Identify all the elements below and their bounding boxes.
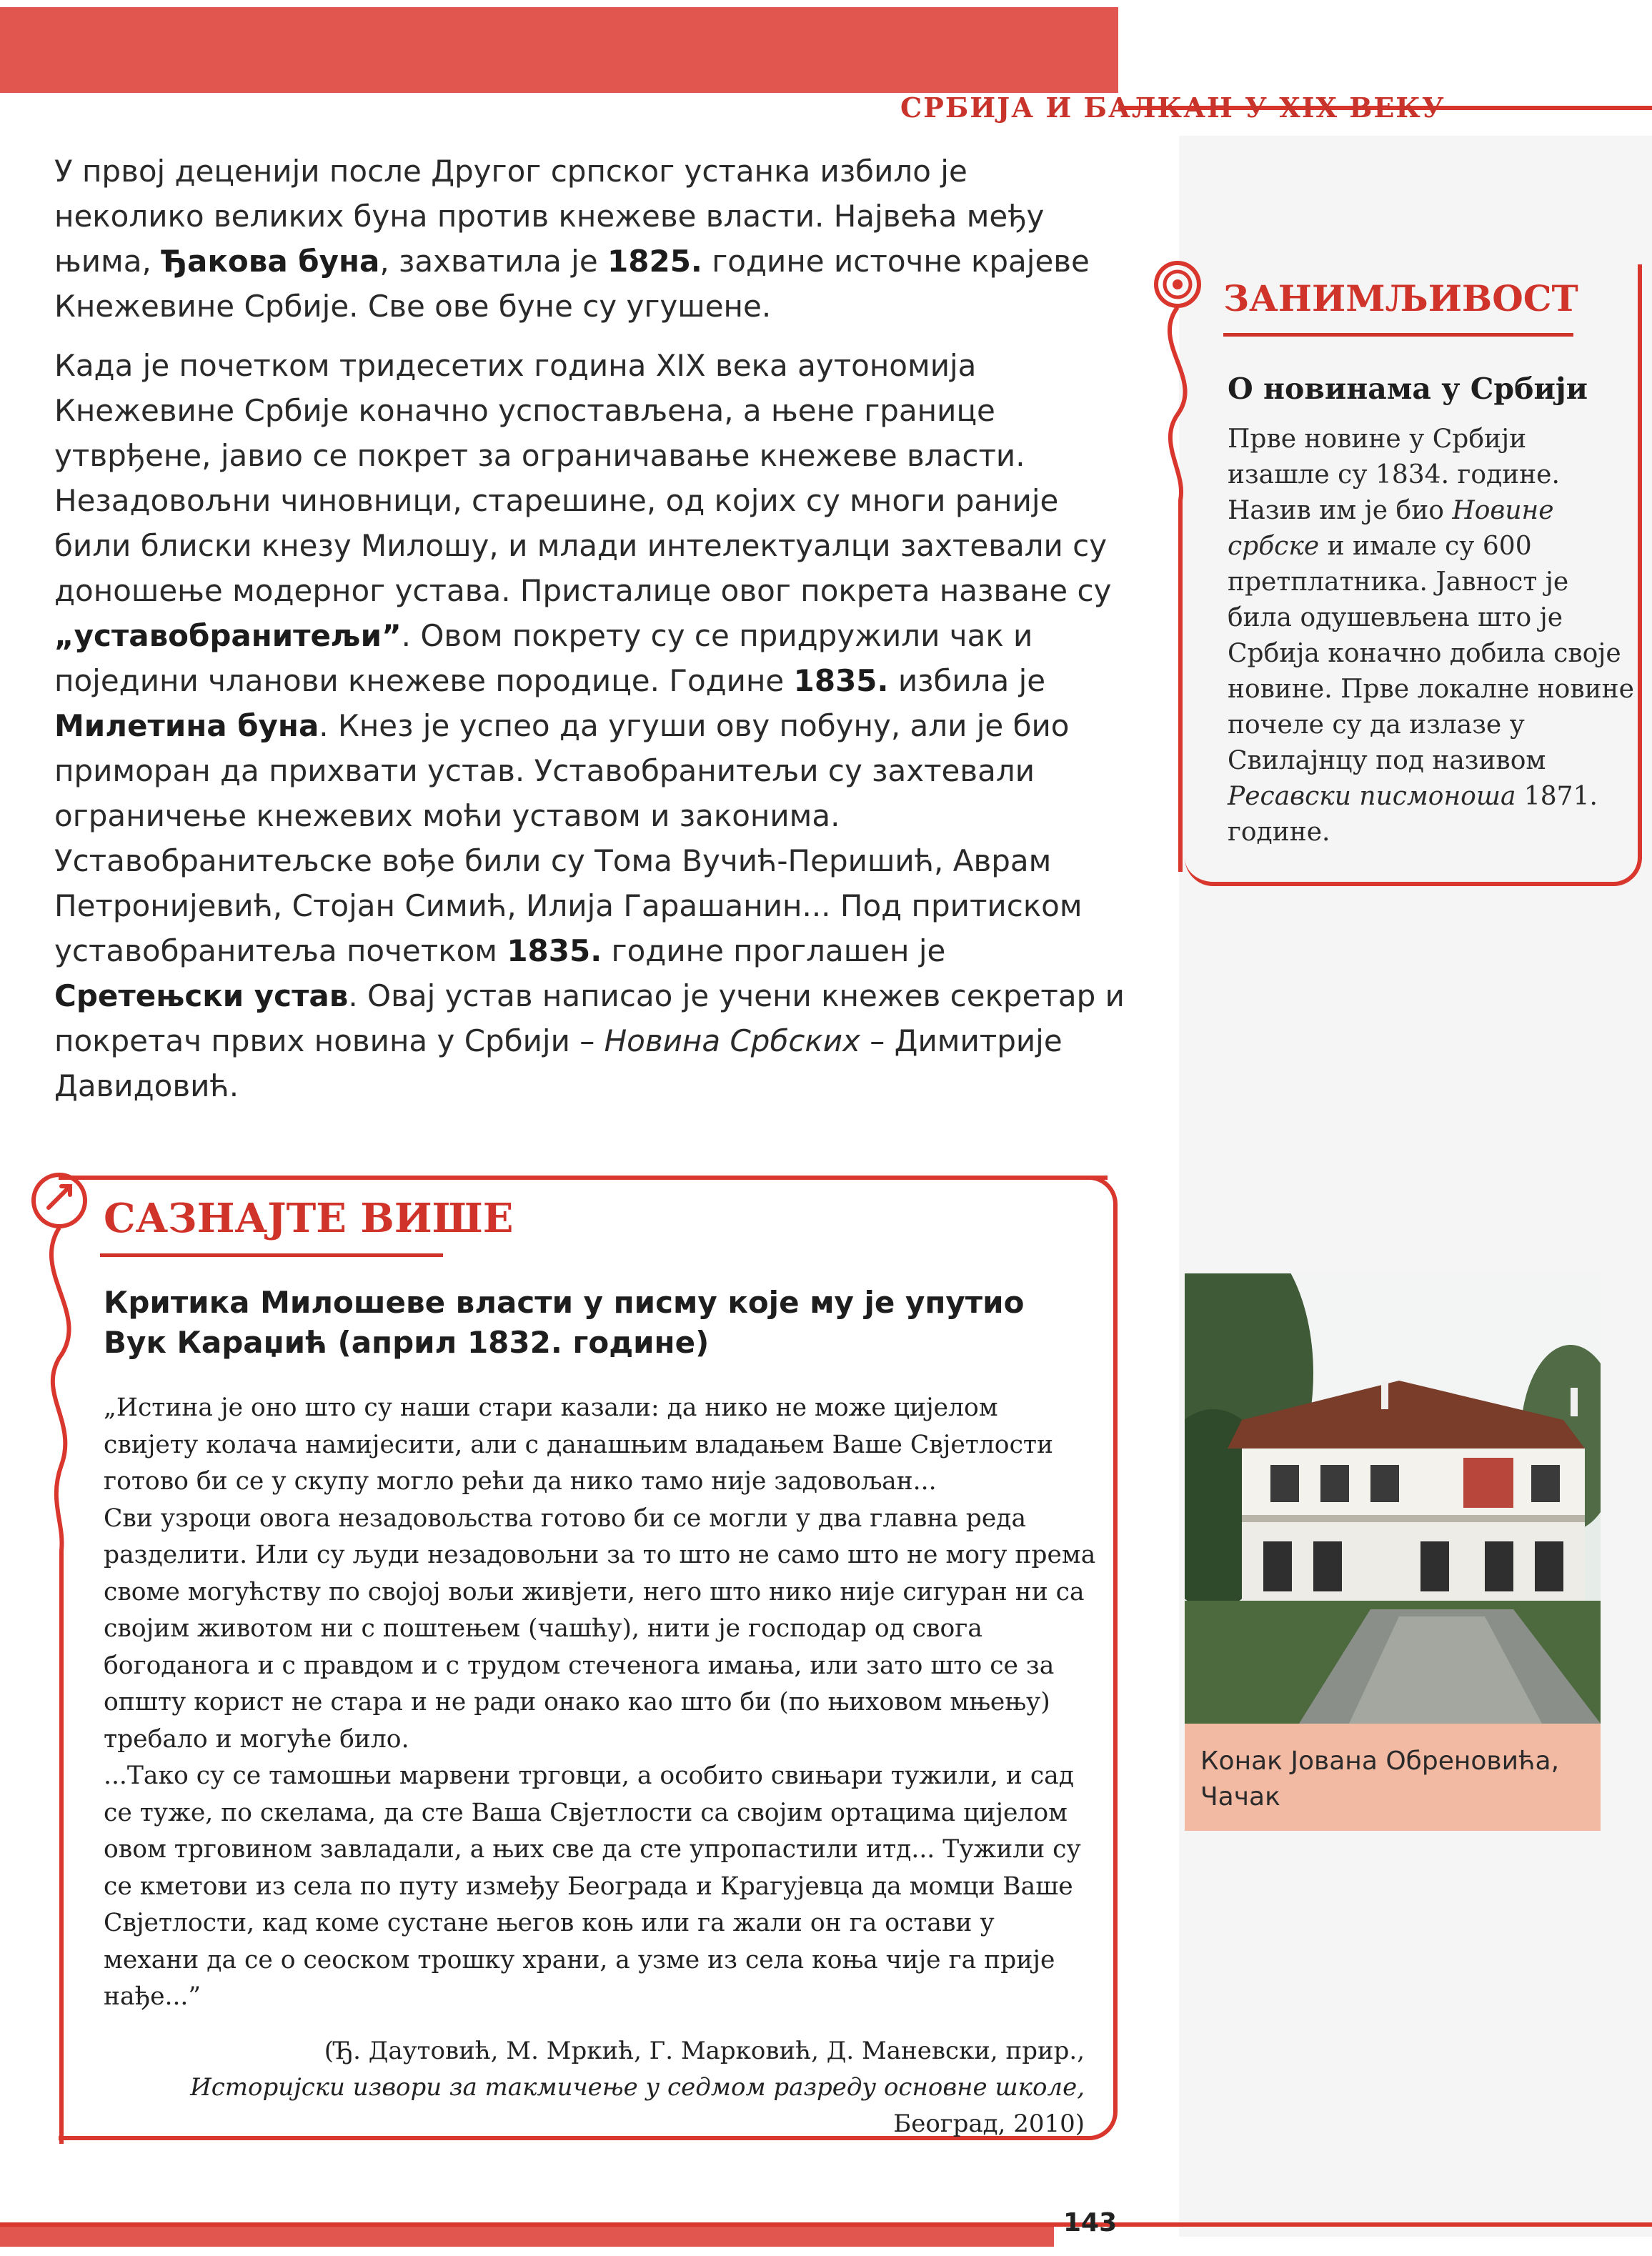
- running-head: СРБИЈА И БАЛКАН У XIX ВЕКУ: [900, 91, 1446, 124]
- fun-fact-heading-group: [1223, 277, 1623, 342]
- page-number: 143: [1063, 2208, 1118, 2237]
- term-ustavobranitelji: „уставобранитељи”: [54, 618, 402, 653]
- fun-fact-text: Прве новине у Србији изашле су 1834. године. Назив им је био Новине србске и имале су 600 претплатника. Јавност је била одушевљена што је Србија коначно добила своје новине. Прве локалне новине почеле су да излазе у Свилајнцу под називом Ресавски писмоноша 1871. године.: [1228, 424, 1634, 847]
- quote-paragraph-1: „Истина је оно што су наши стари казали: да нико не може цијелом свијету колача намијесити, али с данашњим владањем Ваше Свјетлости готово би се у скупу могло рећи да нико тамо није задовољан...: [104, 1393, 1053, 1496]
- term-sretenjski-ustav: Сретењски устав: [54, 978, 349, 1013]
- newspaper-name-1: Новине србске: [1228, 496, 1554, 561]
- learn-more-heading: САЗНАЈТЕ ВИШЕ: [104, 1195, 514, 1242]
- main-text: [54, 149, 1126, 1123]
- source-line-2: Историјски извори за такмичење у седмом разреду основне школе,: [190, 2073, 1085, 2102]
- quote-paragraph-3: ...Тако су се тамошњи марвени трговци, а особито свињари тужили, и сад се туже, по скелама, да сте Ваша Свјетлости са својим ортацима цијелом овом трговином завладали, а њих све да сте упропастили итд... Тужили су се кметови из села по путу између Београда и Крагујевца да момци Ваше Свјетлости, кад коме сустане његов коњ или га жали он га остави у механи да се о сеоском трошку храни, а узме из села коња чије га прије нађе...”: [104, 1761, 1081, 2011]
- konak-building-image: [1185, 1273, 1601, 1724]
- newspaper-name-2: Ресавски писмоноша: [1228, 782, 1516, 811]
- konak-photo: [1185, 1273, 1601, 1724]
- photo-caption: Конак Јована Обреновића, Чачак: [1200, 1746, 1560, 1812]
- paragraph-2: Када је почетком тридесетих година XIX века аутономија Кнежевине Србије коначно успостављена, а њене границе утврђене, јавио се покрет за ограничавање кнежеве власти. Незадовољни чиновници, старешине, од којих су многи раније били блиски кнезу Милошу, и млади интелектуалци захтевали су доношење модерног устава. Присталице овог покрета назване су „уставобранитељи”. Овом покрету су се придружили чак и поједини чланови кнежеве породице. Године 1835. избила је Милетина буна. Кнез је успео да угуши ову побуну, али је био приморан да прихвати устав. Уставобранитељи су захтевали ограничење кнежевих моћи уставом и законима. Уставобранитељске вође били су Тома Вучић-Перишић, Аврам Петронијевић, Стојан Симић, Илија Гарашанин... Под притиском уставобранитеља почетком 1835. године проглашен је Сретењски устав. Овај устав написао је учени кнежев секретар и покретач првих новина у Србији – Новина Србских – Димитрије Давидовић.: [54, 348, 1125, 1103]
- quote-paragraph-2: Сви узроци овога незадовољства готово би се могли у два главна реда разделити. Или су људи незадовољни за то што не само што не могу према своме могућству по својој вољи живјети, него што нико није сигуран ни са својим животом ни с поштењем (чашћу), нити је господар од свога богоданога и с правдом и с трудом стеченога имања, или зато што се за општу корист не стара и не ради онако као што би (по њиховом мњењу) требало и могуће било.: [104, 1504, 1096, 1754]
- arrow-swirl-ornament-icon: [20, 1165, 99, 2144]
- source-line-1: (Ђ. Даутовић, М. Мркић, Г. Марковић, Д. Маневски, прир.,: [324, 2037, 1085, 2065]
- term-miletina-buna: Милетина буна: [54, 708, 319, 743]
- footer-red-bar: [0, 2227, 1054, 2247]
- fun-fact-title: О новинама у Србији: [1228, 372, 1588, 406]
- learn-more-heading-underline: [100, 1253, 443, 1257]
- swirl-ornament-icon: [1136, 257, 1208, 872]
- year-1825: 1825.: [607, 244, 702, 279]
- header-red-bar: [0, 7, 1118, 93]
- year-1835: 1835.: [793, 663, 889, 698]
- letter-quote: [104, 1390, 1097, 2016]
- learn-more-top-rule: [121, 1176, 1108, 1180]
- fun-fact-heading-underline: [1223, 333, 1573, 337]
- term-novina-srbskih: Новина Србских: [604, 1023, 860, 1058]
- quote-source: [143, 2033, 1085, 2142]
- learn-more-title: Критика Милошеве власти у писму које му је упутио Вук Караџић (април 1832. године): [104, 1285, 1025, 1360]
- term-djakova-buna: Ђакова буна: [161, 244, 380, 279]
- source-line-3: Београд, 2010): [893, 2110, 1085, 2138]
- fun-fact-heading: ЗАНИМЉИВОСТ: [1223, 277, 1578, 319]
- year-1835-b: 1835.: [507, 933, 602, 968]
- paragraph-1: У првој деценији после Другог српског устанка избило је неколико великих буна против кнежеве власти. Највећа међу њима, Ђакова буна, захватила је 1825. године источне крајеве Кнежевине Србије. Све ове буне су угушене.: [54, 154, 1090, 324]
